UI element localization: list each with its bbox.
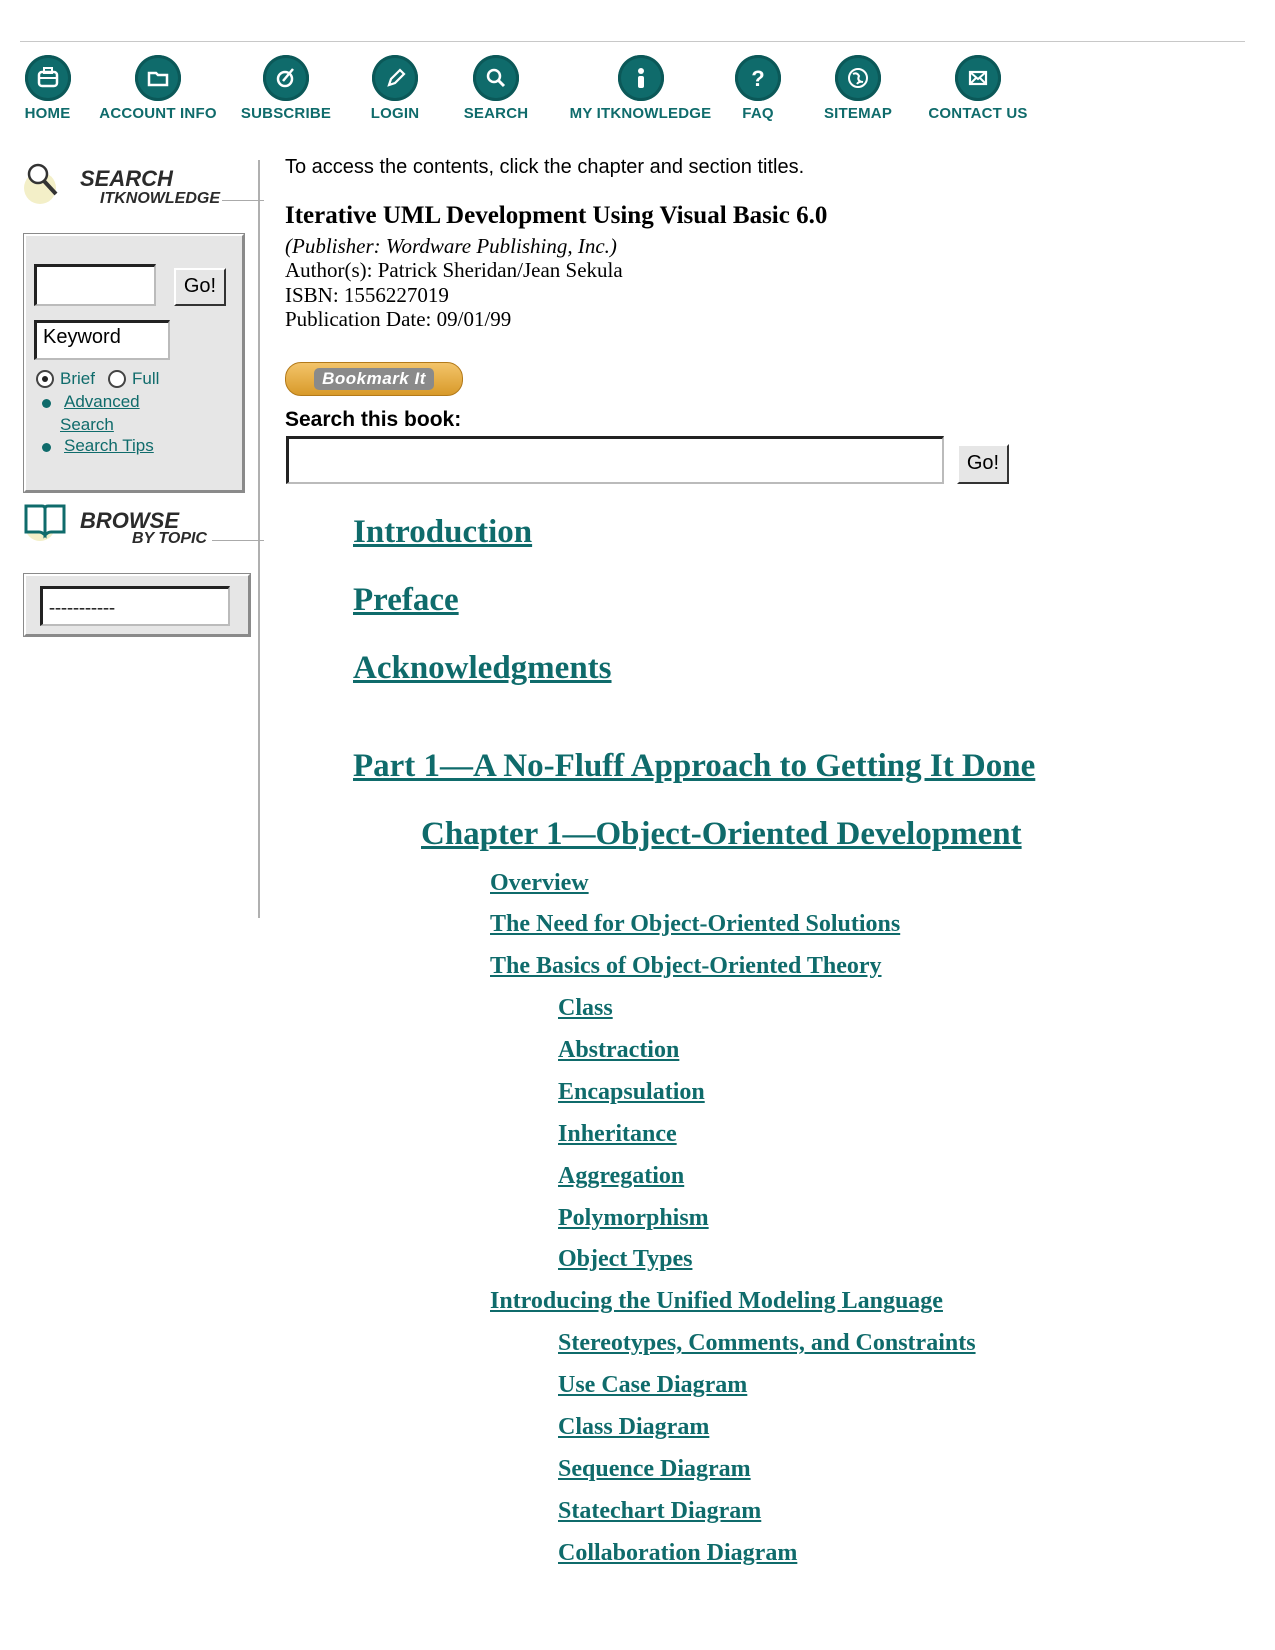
search-panel: [24, 234, 244, 492]
toc-sequence-diagram-link[interactable]: Sequence Diagram: [558, 1456, 751, 1482]
nav-login-label: LOGIN: [370, 105, 420, 122]
folder-icon: [135, 55, 181, 101]
browse-header-subtitle: BY TOPIC: [132, 530, 207, 547]
toc-class-link[interactable]: Class: [558, 995, 613, 1021]
full-label: Full: [132, 369, 160, 388]
toc-stereotypes-link[interactable]: Stereotypes, Comments, and Constraints: [558, 1330, 976, 1356]
nav-search[interactable]: [460, 55, 532, 122]
toc-basics-link[interactable]: The Basics of Object-Oriented Theory: [490, 953, 882, 979]
brief-radio[interactable]: [36, 370, 54, 388]
toc-introduction-link[interactable]: Introduction: [353, 514, 533, 550]
toc-uml-link[interactable]: Introducing the Unified Modeling Language: [490, 1288, 943, 1314]
magnifier-icon: [22, 160, 72, 208]
toc-class-diagram-link[interactable]: Class Diagram: [558, 1414, 710, 1440]
bookmark-it-label: Bookmark It: [314, 368, 434, 390]
site-search-input[interactable]: [34, 264, 156, 306]
book-title: Iterative UML Development Using Visual Basic 6.0: [285, 202, 828, 229]
toc-collaboration-diagram-link[interactable]: Collaboration Diagram: [558, 1540, 798, 1566]
bookmark-it-button[interactable]: [285, 362, 463, 396]
svg-text:?: ?: [751, 66, 765, 91]
toc-need-link[interactable]: The Need for Object-Oriented Solutions: [490, 911, 901, 937]
toc-acknowledgments-link[interactable]: Acknowledgments: [353, 650, 612, 686]
search-header-title: SEARCH: [80, 166, 173, 191]
book-icon: [22, 500, 72, 544]
toc-inheritance-link[interactable]: Inheritance: [558, 1121, 677, 1147]
pencil-icon: [372, 55, 418, 101]
nav-login[interactable]: [365, 55, 425, 122]
bullet-icon: [42, 443, 51, 452]
nav-home-label: HOME: [24, 105, 71, 122]
authors-text: Author(s): Patrick Sheridan/Jean Sekula: [285, 258, 623, 282]
topic-select[interactable]: -----------: [40, 586, 230, 626]
browse-by-topic-header: [22, 500, 242, 550]
isbn-text: ISBN: 1556227019: [285, 283, 449, 307]
subscribe-icon: [263, 55, 309, 101]
nav-faq[interactable]: [732, 55, 784, 122]
nav-subscribe[interactable]: [240, 55, 332, 122]
brief-label: Brief: [60, 369, 95, 388]
nav-my-itknowledge-label: MY ITKNOWLEDGE: [569, 105, 712, 122]
site-search-go-button[interactable]: Go!: [174, 268, 226, 306]
nav-subscribe-label: SUBSCRIBE: [240, 105, 332, 122]
question-icon: [735, 55, 781, 101]
search-header-subtitle: ITKNOWLEDGE: [100, 190, 220, 207]
toc-chapter-1-link[interactable]: Chapter 1—Object-Oriented Development: [421, 816, 1022, 852]
toc-encapsulation-link[interactable]: Encapsulation: [558, 1079, 705, 1105]
toc-aggregation-link[interactable]: Aggregation: [558, 1163, 685, 1189]
toc-part-1-link[interactable]: Part 1—A No-Fluff Approach to Getting It Done: [353, 748, 1036, 784]
search-type-select[interactable]: Keyword: [34, 320, 170, 360]
toc-statechart-diagram-link[interactable]: Statechart Diagram: [558, 1498, 762, 1524]
search-tips-link[interactable]: Search Tips: [64, 436, 154, 455]
toc-polymorphism-link[interactable]: Polymorphism: [558, 1205, 709, 1231]
browse-header-title: BROWSE: [80, 508, 179, 533]
nav-contact-us-label: CONTACT US: [928, 105, 1028, 122]
advanced-search-link-line2[interactable]: Search: [60, 415, 114, 434]
home-icon: [25, 55, 71, 101]
toc-object-types-link[interactable]: Object Types: [558, 1246, 693, 1272]
nav-faq-label: FAQ: [742, 105, 774, 122]
search-itknowledge-header: [22, 160, 242, 210]
toc-overview-link[interactable]: Overview: [490, 870, 589, 896]
info-icon: [618, 55, 664, 101]
nav-contact-us[interactable]: [922, 55, 1034, 122]
bullet-icon: [42, 399, 51, 408]
nav-sitemap-label: SITEMAP: [823, 105, 893, 122]
search-book-label: Search this book:: [285, 408, 462, 431]
nav-account-info-label: ACCOUNT INFO: [99, 105, 217, 122]
header-rule: [212, 540, 264, 541]
full-radio[interactable]: [108, 370, 126, 388]
book-search-go-button[interactable]: Go!: [957, 444, 1009, 484]
toc-preface-link[interactable]: Preface: [353, 582, 459, 618]
nav-account-info[interactable]: [98, 55, 218, 122]
sidebar-divider: [258, 160, 260, 918]
browse-panel: [24, 574, 250, 636]
toc-abstraction-link[interactable]: Abstraction: [558, 1037, 680, 1063]
instructions-text: To access the contents, click the chapter and section titles.: [285, 156, 805, 178]
book-search-input[interactable]: [286, 436, 944, 484]
advanced-search-link[interactable]: Advanced: [64, 392, 140, 411]
magnifier-icon: [473, 55, 519, 101]
nav-sitemap[interactable]: [817, 55, 899, 122]
header-rule: [222, 200, 264, 201]
nav-my-itknowledge[interactable]: [563, 55, 718, 122]
nav-home[interactable]: [20, 55, 75, 122]
publication-date-text: Publication Date: 09/01/99: [285, 307, 512, 331]
publisher-text: (Publisher: Wordware Publishing, Inc.): [285, 234, 617, 258]
top-divider: [20, 41, 1245, 42]
nav-search-label: SEARCH: [463, 105, 529, 122]
toc-use-case-diagram-link[interactable]: Use Case Diagram: [558, 1372, 748, 1398]
envelope-icon: [955, 55, 1001, 101]
top-navigation: [20, 55, 1070, 125]
sitemap-icon: [835, 55, 881, 101]
